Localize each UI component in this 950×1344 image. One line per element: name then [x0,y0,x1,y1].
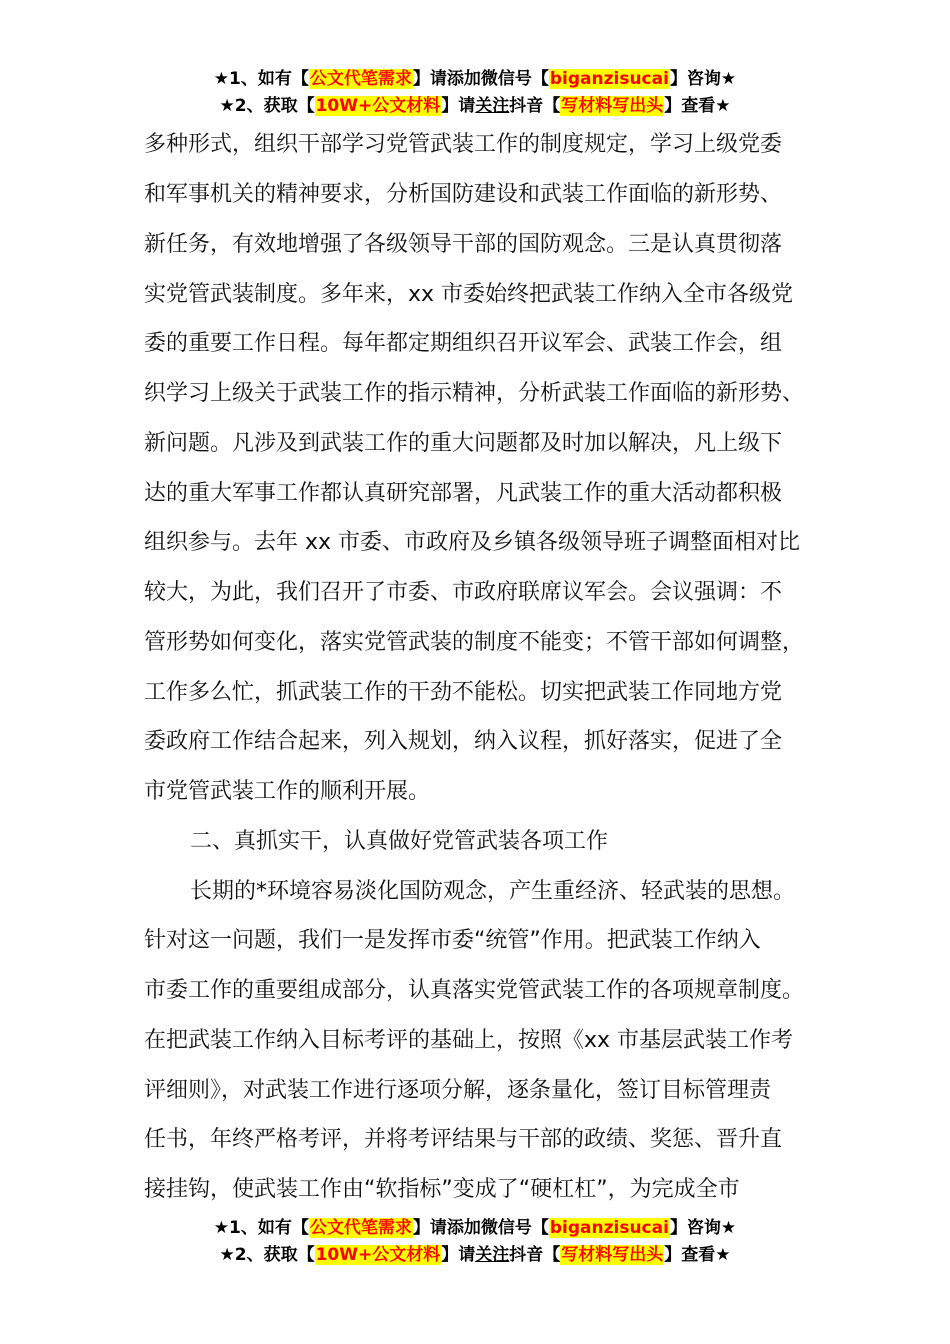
banner-highlight: 写材料写出头 [561,1245,664,1265]
banner-text: 】查看★ [664,1245,731,1265]
banner-text: 微信号【 [480,69,549,89]
section-heading: 二、真抓实干，认真做好党管武装各项工作 [190,829,609,854]
text-line: 评细则》，对武装工作进行逐项分解，逐条量化，签订目标管理责 [144,1078,772,1103]
banner-emphasis: 添加 [446,69,481,89]
banner-highlight: biganzisucai [549,69,669,89]
banner-highlight: 写材料写出头 [561,96,664,116]
banner-highlight: 10W+公文材料 [315,1245,441,1265]
banner-highlight: 10W+公文材料 [315,96,441,116]
text-line: 实党管武装制度。多年来，xx 市委始终把武装工作纳入全市各级党 [144,282,794,307]
banner-emphasis: 关注 [475,96,510,116]
banner-highlight: biganzisucai [549,1218,669,1238]
text-line: 新任务，有效地增强了各级领导干部的国防观念。三是认真贯彻落 [144,232,783,257]
footer-banner [0,1215,950,1269]
banner-line-1 [0,66,950,93]
text-line: 委的重要工作日程。每年都定期组织召开议军会、武装工作会，组 [144,331,783,356]
text-line: 工作多么忙，抓武装工作的干劲不能松。切实把武装工作同地方党 [144,680,783,705]
text-line: 任书，年终严格考评，并将考评结果与干部的政绩、奖惩、晋升直 [144,1127,783,1152]
banner-text: 】请 [412,69,447,89]
banner-text: ★2、获取【 [219,1245,315,1265]
text-line: 接挂钩，使武装工作由“软指标”变成了“硬杠杠”，为完成全市 [144,1177,740,1202]
text-line: 达的重大军事工作都认真研究部署，凡武装工作的重大活动都积极 [144,481,783,506]
text-line: 委政府工作结合起来，列入规划，纳入议程，抓好落实，促进了全 [144,729,783,754]
text-line: 新问题。凡涉及到武装工作的重大问题都及时加以解决，凡上级下 [144,431,783,456]
banner-line-2 [0,93,950,120]
banner-text: ★1、如有【 [213,1218,309,1238]
text-line: 管形势如何变化，落实党管武装的制度不能变；不管干部如何调整， [144,630,805,655]
banner-text: 】查看★ [664,96,731,116]
banner-text: 抖音【 [509,96,561,116]
text-line: 针对这一问题，我们一是发挥市委“统管”作用。把武装工作纳入 [144,928,761,953]
banner-text: 】请 [441,96,476,116]
text-line: 长期的*环境容易淡化国防观念，产生重经济、轻武装的思想。 [190,879,796,904]
text-line: 织学习上级关于武装工作的指示精神，分析武装工作面临的新形势、 [144,381,805,406]
banner-emphasis: 添加 [446,1218,481,1238]
banner-text: 】咨询★ [669,1218,737,1238]
banner-emphasis: 关注 [475,1245,510,1265]
banner-text: ★1、如有【 [213,69,309,89]
text-line: 较大，为此，我们召开了市委、市政府联席议军会。会议强调：不 [144,580,783,605]
banner-text: 】请 [441,1245,476,1265]
banner-line-2 [0,1242,950,1269]
banner-line-1 [0,1215,950,1242]
text-line: 在把武装工作纳入目标考评的基础上，按照《xx 市基层武装工作考 [144,1028,794,1053]
banner-highlight: 公文代笔需求 [309,1218,412,1238]
header-banner [0,66,950,120]
banner-text: ★2、获取【 [219,96,315,116]
banner-text: 抖音【 [509,1245,561,1265]
banner-text: 微信号【 [480,1218,549,1238]
banner-highlight: 公文代笔需求 [309,69,412,89]
text-line: 组织参与。去年 xx 市委、市政府及乡镇各级领导班子调整面相对比 [144,530,801,555]
text-line: 市委工作的重要组成部分，认真落实党管武装工作的各项规章制度。 [144,978,805,1003]
banner-text: 】咨询★ [669,69,737,89]
banner-text: 】请 [412,1218,447,1238]
text-line: 市党管武装工作的顺利开展。 [144,779,431,804]
text-line: 多种形式，组织干部学习党管武装工作的制度规定，学习上级党委 [144,132,783,157]
text-line: 和军事机关的精神要求，分析国防建设和武装工作面临的新形势、 [144,182,783,207]
